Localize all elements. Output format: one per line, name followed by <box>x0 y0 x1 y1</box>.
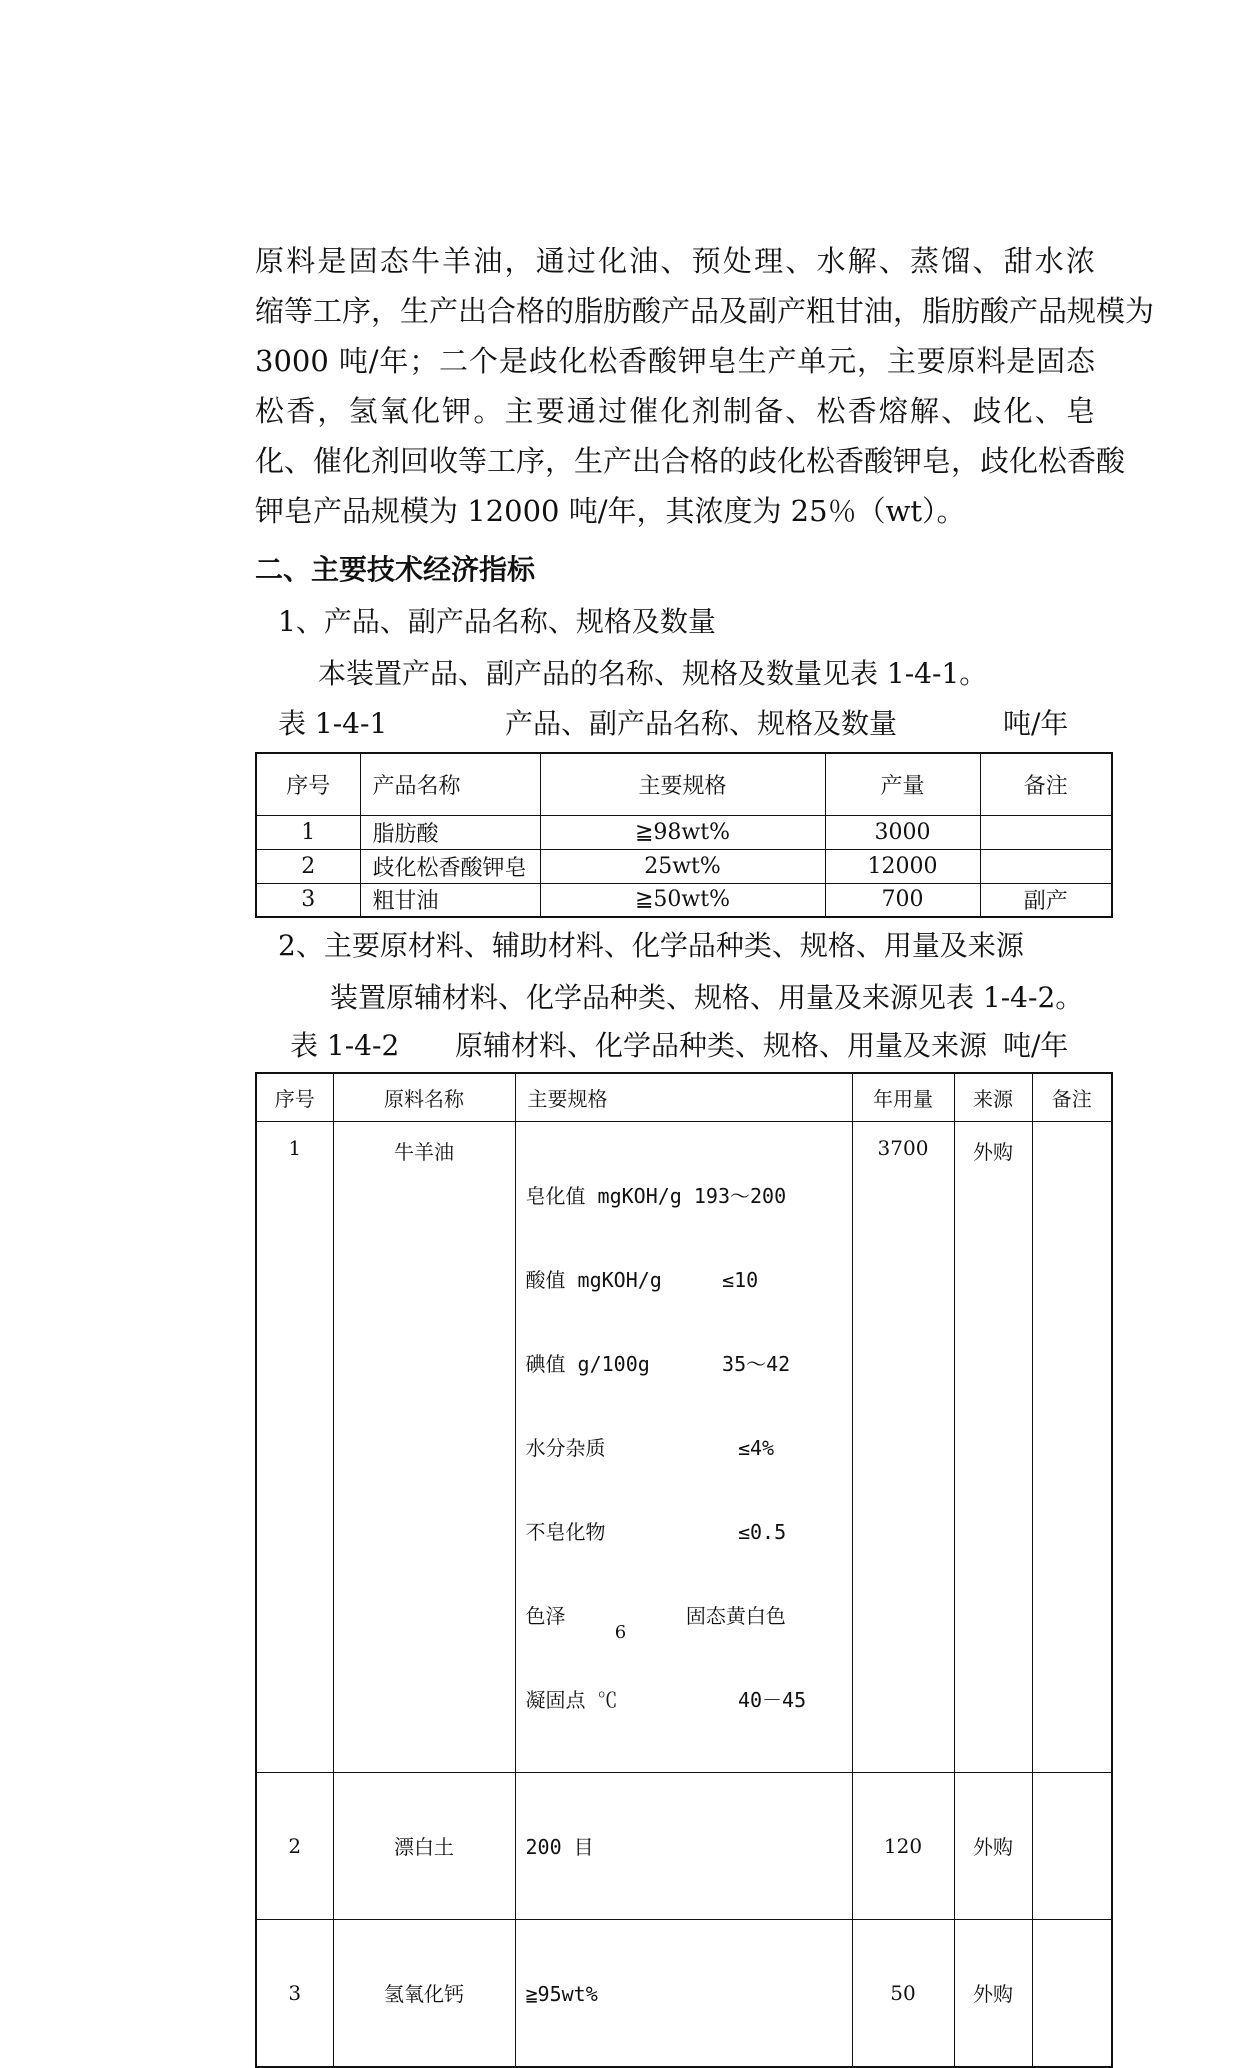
subsection-title-materials: 2、主要原材料、辅助材料、化学品种类、规格、用量及来源 <box>278 929 1024 962</box>
material-spec <box>515 1121 852 1772</box>
table-row <box>256 1919 1112 2067</box>
intro-line: 原料是固态牛羊油，通过化油、预处理、水解、蒸馏、甜水浓 <box>255 244 1095 278</box>
material-source: 外购 <box>954 1772 1032 1919</box>
header-cell: 序号 <box>256 753 360 815</box>
row-number: 1 <box>256 1121 333 1772</box>
material-name: 牛羊油 <box>333 1121 515 1772</box>
material-name: 氢氧化钙 <box>333 1919 515 2067</box>
header-cell: 来源 <box>954 1073 1032 1121</box>
materials-table <box>255 1072 1113 2068</box>
material-source: 外购 <box>954 1919 1032 2067</box>
product-name: 脂肪酸 <box>360 815 540 849</box>
table-row <box>256 849 1112 883</box>
header-cell: 主要规格 <box>540 753 825 815</box>
product-output: 3000 <box>825 815 980 849</box>
products-table <box>255 752 1113 918</box>
product-remark <box>980 849 1112 883</box>
material-amount: 120 <box>852 1772 954 1919</box>
table-row <box>256 883 1112 917</box>
product-remark <box>980 815 1112 849</box>
table-caption-title: 产品、副产品名称、规格及数量 <box>505 707 898 740</box>
table-row <box>256 815 1112 849</box>
spec-line: 色泽 固态黄白色 <box>525 1603 786 1628</box>
table-caption-title: 原辅材料、化学品种类、规格、用量及来源 <box>455 1029 988 1062</box>
table-caption-number: 表 1-4-2 <box>290 1029 400 1062</box>
intro-line: 缩等工序，生产出合格的脂肪酸产品及副产粗甘油，脂肪酸产品规模为 <box>255 294 1155 328</box>
intro-line: 松香，氢氧化钾。主要通过催化剂制备、松香熔解、歧化、皂 <box>255 394 1095 428</box>
table-header-row <box>256 753 1112 815</box>
header-cell: 备注 <box>980 753 1112 815</box>
table-row <box>256 1121 1112 1772</box>
spec-line: 水分杂质 ≤4% <box>525 1435 775 1460</box>
product-output: 12000 <box>825 849 980 883</box>
table-row <box>256 1772 1112 1919</box>
product-spec: ≧98wt% <box>540 815 825 849</box>
table-caption-number: 表 1-4-1 <box>278 707 388 740</box>
product-remark: 副产 <box>980 883 1112 917</box>
subsection-note-products: 本装置产品、副产品的名称、规格及数量见表 1-4-1。 <box>318 657 988 690</box>
spec-line: 不皂化物 ≤0.5 <box>525 1519 787 1544</box>
row-number: 1 <box>256 815 360 849</box>
spec-line: 酸值 mgKOH/g ≤10 <box>525 1267 759 1292</box>
section-heading: 二、主要技术经济指标 <box>255 553 536 586</box>
header-cell: 产品名称 <box>360 753 540 815</box>
spec-line: 200 目 <box>525 1834 594 1859</box>
spec-line: 凝固点 ℃ 40－45 <box>525 1687 807 1712</box>
header-cell: 序号 <box>256 1073 333 1121</box>
product-output: 700 <box>825 883 980 917</box>
table-header-row <box>256 1073 1112 1121</box>
material-amount: 50 <box>852 1919 954 2067</box>
intro-paragraph <box>255 236 1155 536</box>
material-source: 外购 <box>954 1121 1032 1772</box>
subsection-title-products: 1、产品、副产品名称、规格及数量 <box>278 605 716 638</box>
material-remark <box>1032 1121 1112 1772</box>
product-spec: ≧50wt% <box>540 883 825 917</box>
intro-line: 3000 吨/年；二个是歧化松香酸钾皂生产单元，主要原料是固态 <box>255 344 1095 378</box>
product-name: 粗甘油 <box>360 883 540 917</box>
product-spec: 25wt% <box>540 849 825 883</box>
material-spec <box>515 1772 852 1919</box>
header-cell: 备注 <box>1032 1073 1112 1121</box>
intro-line: 钾皂产品规模为 12000 吨/年，其浓度为 25％（wt）。 <box>255 494 966 528</box>
spec-line: 皂化值 mgKOH/g 193～200 <box>525 1183 787 1208</box>
table-caption-unit: 吨/年 <box>1003 707 1069 740</box>
subsection-note-materials: 装置原辅材料、化学品种类、规格、用量及来源见表 1-4-2。 <box>330 981 1084 1014</box>
row-number: 3 <box>256 883 360 917</box>
material-amount: 3700 <box>852 1121 954 1772</box>
intro-line: 化、催化剂回收等工序，生产出合格的歧化松香酸钾皂，歧化松香酸 <box>255 444 1126 478</box>
row-number: 2 <box>256 1772 333 1919</box>
product-name: 歧化松香酸钾皂 <box>360 849 540 883</box>
header-cell: 主要规格 <box>515 1073 852 1121</box>
spec-line: 碘值 g/100g 35～42 <box>525 1351 791 1376</box>
material-spec <box>515 1919 852 2067</box>
page-number: 6 <box>614 1622 627 1643</box>
material-remark <box>1032 1919 1112 2067</box>
material-name: 漂白土 <box>333 1772 515 1919</box>
table-caption-unit: 吨/年 <box>1003 1029 1069 1062</box>
header-cell: 产量 <box>825 753 980 815</box>
spec-line: ≧95wt% <box>525 1981 598 2006</box>
row-number: 2 <box>256 849 360 883</box>
header-cell: 年用量 <box>852 1073 954 1121</box>
material-remark <box>1032 1772 1112 1919</box>
row-number: 3 <box>256 1919 333 2067</box>
header-cell: 原料名称 <box>333 1073 515 1121</box>
